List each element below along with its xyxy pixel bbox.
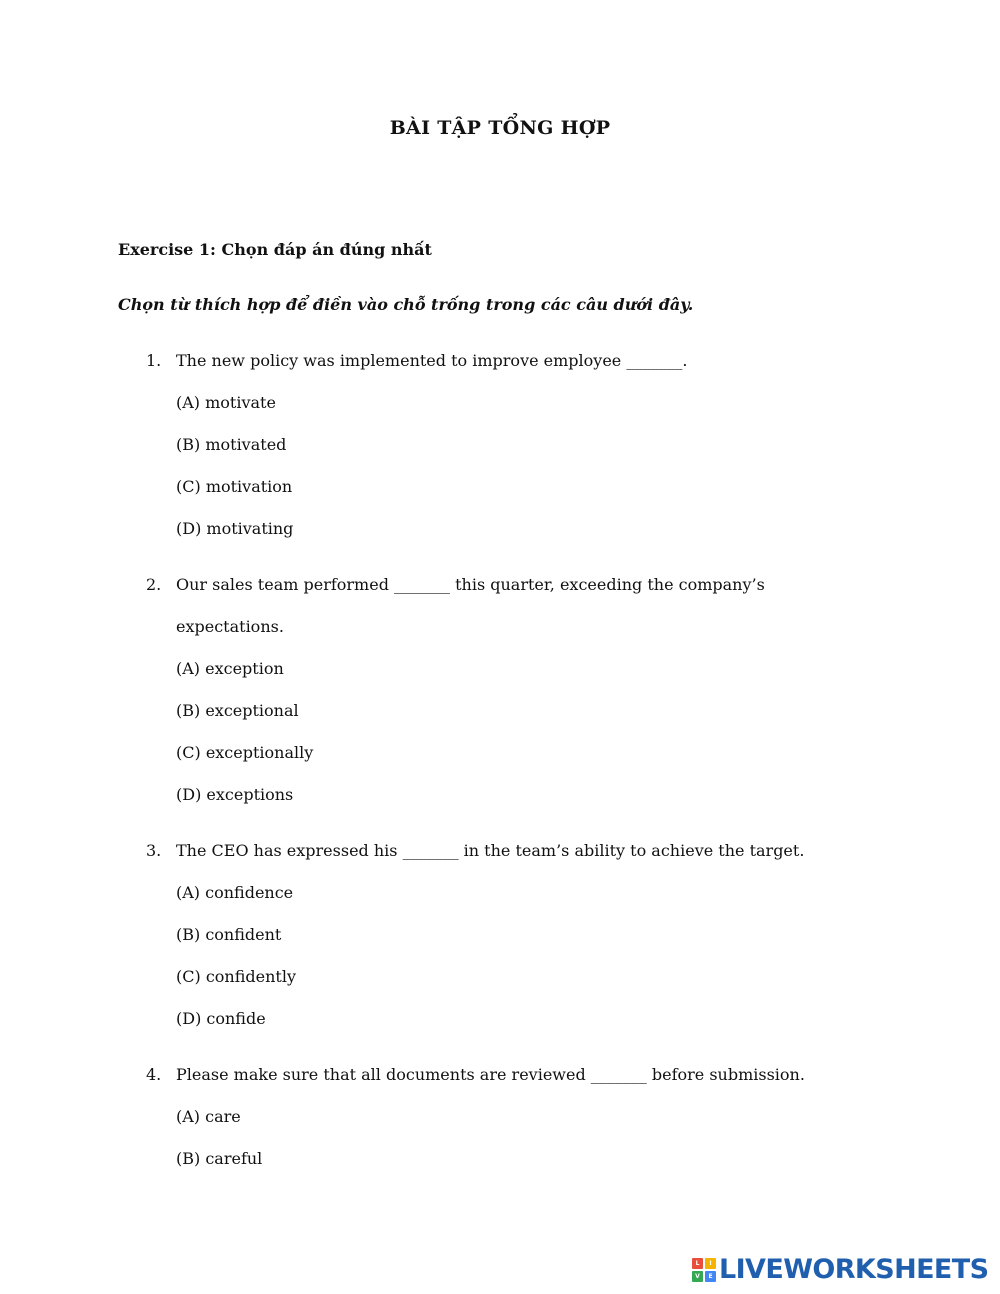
question-number: 3. — [146, 841, 162, 860]
liveworksheets-logo-icon — [692, 1258, 716, 1282]
answer-option[interactable]: (A) exception — [176, 659, 284, 678]
question-number: 1. — [146, 351, 162, 370]
exercise-heading: Exercise 1: Chọn đáp án đúng nhất — [118, 240, 432, 259]
answer-option[interactable]: (D) exceptions — [176, 785, 294, 804]
answer-option[interactable]: (A) confidence — [176, 883, 294, 902]
question-number: 2. — [146, 575, 162, 594]
answer-option[interactable]: (A) care — [176, 1107, 241, 1126]
answer-option[interactable]: (A) motivate — [176, 393, 276, 412]
answer-option[interactable]: (B) confident — [176, 925, 282, 944]
logo-tile-e: E — [705, 1271, 716, 1282]
page-title: BÀI TẬP TỔNG HỢP — [389, 117, 611, 139]
logo-tile-i: I — [705, 1258, 716, 1269]
answer-option[interactable]: (B) careful — [176, 1149, 263, 1168]
exercise-instruction: Chọn từ thích hợp để điền vào chỗ trống trong các câu dưới đây. — [118, 295, 694, 314]
answer-option[interactable]: (C) motivation — [176, 477, 293, 496]
logo-tile-v: V — [692, 1271, 703, 1282]
liveworksheets-logo — [692, 1253, 992, 1287]
answer-option[interactable]: (D) confide — [176, 1009, 266, 1028]
answer-option[interactable]: (C) confidently — [176, 967, 296, 986]
answer-option[interactable]: (D) motivating — [176, 519, 294, 538]
question-text: Our sales team performed _______ this quarter, exceeding the company’s — [176, 575, 765, 594]
question-text: The CEO has expressed his _______ in the team’s ability to achieve the target. — [176, 841, 805, 860]
liveworksheets-logo-text: LIVEWORKSHEETS — [719, 1254, 989, 1285]
question-text: The new policy was implemented to improve employee _______. — [176, 351, 688, 370]
logo-tile-l: L — [692, 1258, 703, 1269]
answer-option[interactable]: (C) exceptionally — [176, 743, 314, 762]
answer-option[interactable]: (B) motivated — [176, 435, 287, 454]
question-text: Please make sure that all documents are reviewed _______ before submission. — [176, 1065, 805, 1084]
question-text-continued: expectations. — [176, 617, 284, 636]
answer-option[interactable]: (B) exceptional — [176, 701, 299, 720]
question-number: 4. — [146, 1065, 162, 1084]
